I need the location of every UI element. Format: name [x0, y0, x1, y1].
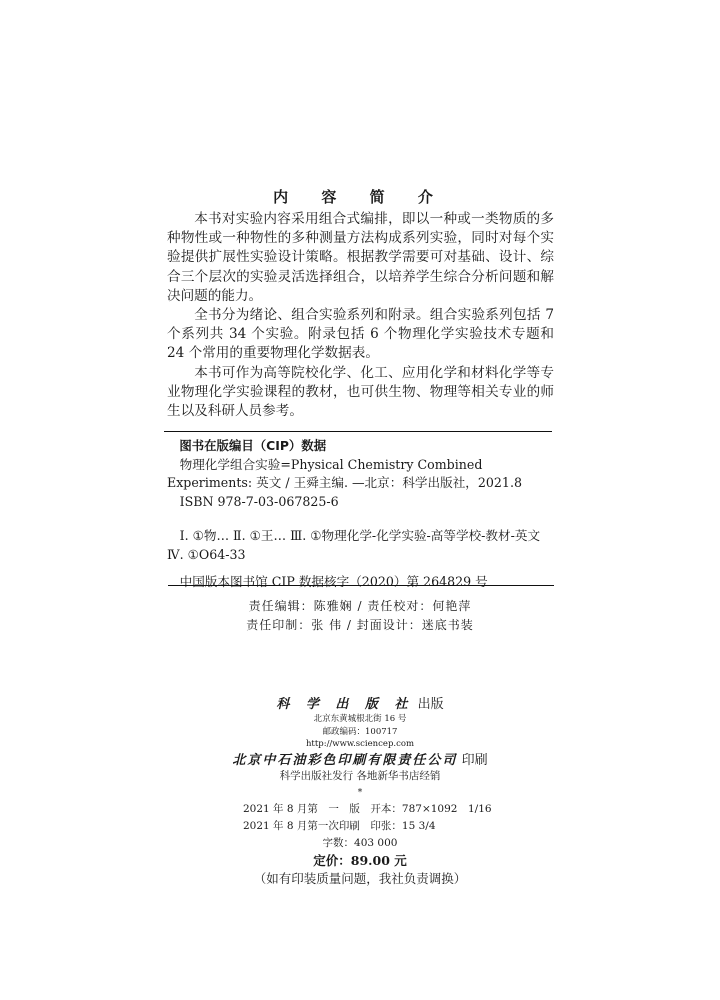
summary-title: 内 容 简 介	[273, 188, 447, 206]
summary-paragraph-1: 本书对实验内容采用组合式编排，即以一种或一类物质的多种物性或一种物性的多种测量方法构成系列实验，同时对每个实验提供扩展性实验设计策略。根据教学需要可对基础、设计、综合三个层次的实验灵活选择组合，以培养学生综合分析问题和解决问题的能力。	[167, 211, 554, 304]
publisher-address: 北京东黄城根北街 16 号	[313, 714, 407, 724]
printer-name: 北京中石油彩色印刷有限责任公司	[232, 753, 458, 768]
credits-editors: 责任编辑：陈雅娴 / 责任校对：何艳萍	[248, 599, 472, 613]
summary-body	[167, 210, 554, 421]
cip-isbn: ISBN 978-7-03-067825-6	[179, 493, 339, 509]
publisher-line	[0, 693, 720, 712]
publisher-postcode: 邮政编码：100717	[322, 726, 398, 737]
printing-line: 2021 年 8 月第一次印刷 印张：15 3/4	[243, 819, 436, 832]
credits-production: 责任印制：张 伟 / 封面设计：迷底书装	[246, 618, 474, 632]
word-count: 字数：403 000	[322, 837, 398, 849]
publisher-url: http://www.sciencep.com	[305, 739, 415, 749]
publisher-address-block	[0, 713, 720, 751]
printer-line	[0, 749, 720, 768]
summary-paragraph-3: 本书可作为高等院校化学、化工、应用化学和材料化学等专业物理化学实验课程的教材，也可供生物、物理等相关专业的师生以及科研人员参考。	[167, 364, 554, 420]
cip-record-number: 中国版本图书馆 CIP 数据核字（2020）第 264829 号	[179, 573, 488, 589]
edition-info	[243, 801, 492, 834]
cip-heading: 图书在版编目（CIP）数据	[179, 438, 327, 453]
edition-line: 2021 年 8 月第 一 版 开本：787×1092 1/16	[243, 803, 492, 815]
summary-paragraph-2: 全书分为绪论、组合实验系列和附录。组合实验系列包括 7 个系列共 34 个实验。附录包括 6 个物理化学实验技术专题和 24 个常用的重要物理化学数据表。	[167, 307, 554, 362]
quality-note: （如有印装质量问题，我社负责调换）	[253, 871, 467, 886]
printer-action: 印刷	[461, 753, 488, 768]
publisher-action: 出版	[417, 697, 444, 712]
cip-classification: Ⅰ. ①物… Ⅱ. ①王… Ⅲ. ①物理化学-化学实验-高等学校-教材-英文 Ⅳ. ①O64-33	[167, 528, 541, 562]
cip-bottom-rule	[168, 585, 554, 586]
cip-block	[167, 437, 554, 591]
price: 定价：89.00 元	[313, 853, 407, 868]
cip-title-line: 物理化学组合实验=Physical Chemistry Combined Experiments: 英文 / 王舜主编. —北京：科学出版社，2021.8	[167, 456, 522, 491]
cip-top-rule	[164, 431, 552, 432]
credits-block	[0, 597, 720, 635]
separator-star: *	[357, 788, 363, 798]
distribution-line: 科学出版社发行 各地新华书店经销	[279, 770, 441, 782]
publisher-name: 科 学 出 版 社	[276, 697, 414, 712]
